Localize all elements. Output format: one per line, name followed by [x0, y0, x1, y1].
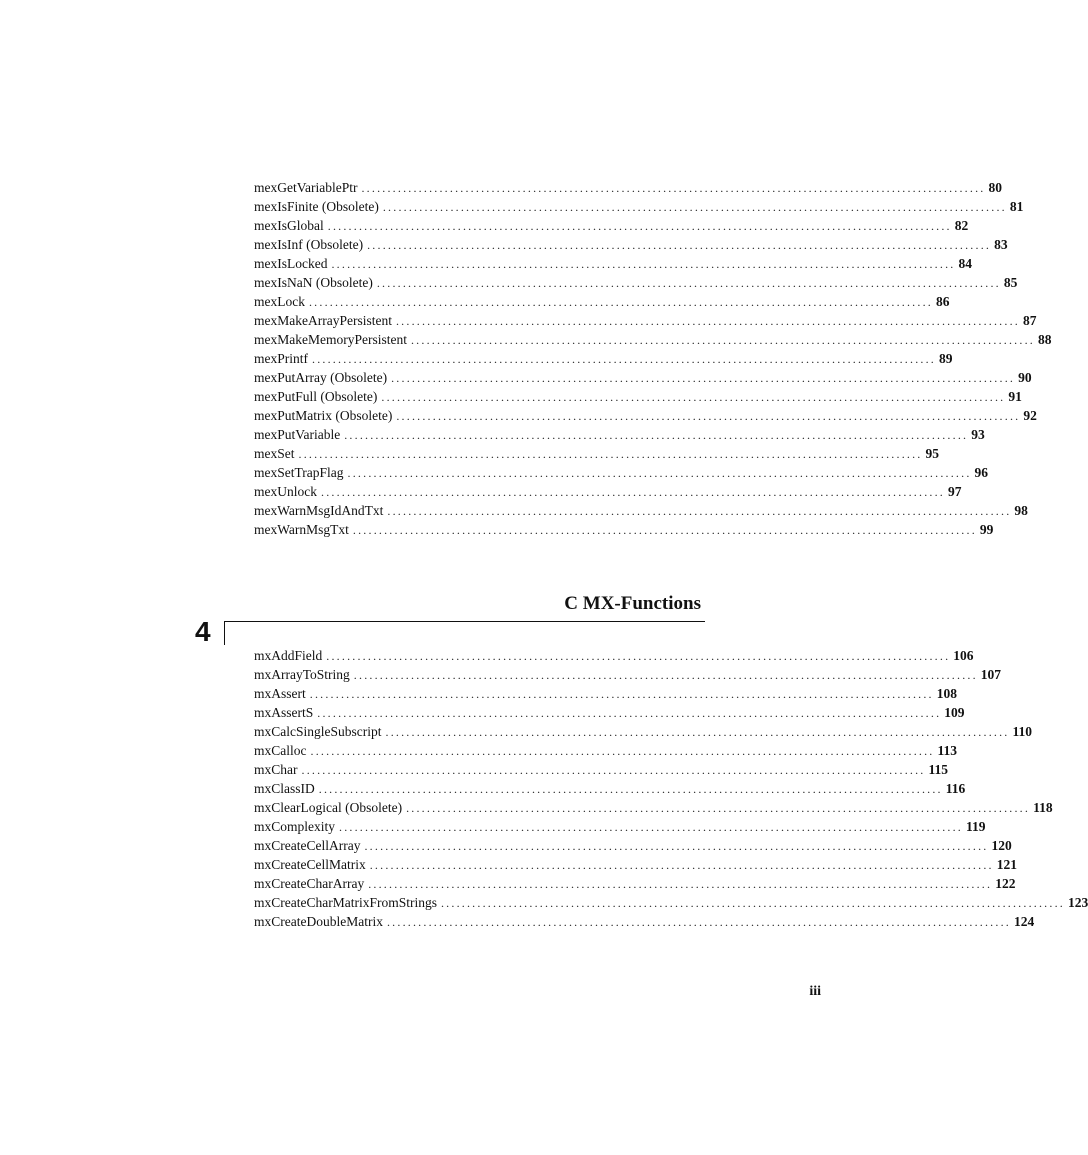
dot-leader: ........................................................................................................................: [344, 428, 969, 442]
toc-entry[interactable]: [254, 684, 957, 703]
toc-entry-title: mxArrayToString: [254, 667, 350, 682]
dot-leader: ........................................................................................................................: [339, 820, 963, 834]
toc-entry-title: mxCreateCharMatrixFromStrings: [254, 895, 437, 910]
toc-entry-page: 92: [1023, 408, 1037, 423]
dot-leader: ........................................................................................................................: [318, 782, 943, 796]
toc-entry[interactable]: [254, 520, 994, 539]
chapter-number: 4: [195, 616, 211, 647]
toc-entry[interactable]: [254, 273, 1018, 292]
toc-entry[interactable]: [254, 646, 974, 665]
toc-entry-title: mexSet: [254, 446, 295, 461]
toc-entry[interactable]: [254, 703, 965, 722]
dot-leader: ........................................................................................................................: [385, 725, 1010, 739]
toc-entry[interactable]: [254, 722, 1033, 741]
toc-entry-title: mxCalloc: [254, 743, 307, 758]
toc-entry[interactable]: [254, 482, 962, 501]
toc-entry-title: mexIsFinite (Obsolete): [254, 199, 379, 214]
toc-entry-page: 115: [928, 762, 949, 777]
toc-entry-title: mxComplexity: [254, 819, 335, 834]
toc-entry-title: mexIsInf (Obsolete): [254, 237, 364, 252]
dot-leader: ........................................................................................................................: [353, 668, 978, 682]
toc-entry[interactable]: [254, 779, 966, 798]
toc-entry[interactable]: [254, 760, 949, 779]
chapter-rule: [224, 621, 705, 622]
dot-leader: ........................................................................................................................: [326, 649, 951, 663]
toc-entry[interactable]: [254, 425, 985, 444]
toc-entry[interactable]: [254, 349, 953, 368]
dot-leader: ........................................................................................................................: [364, 839, 989, 853]
toc-entry[interactable]: [254, 874, 1016, 893]
toc-entry-title: mexIsLocked: [254, 256, 328, 271]
toc-entry-page: 83: [994, 237, 1008, 252]
toc-entry[interactable]: [254, 197, 1024, 216]
dot-leader: ........................................................................................................................: [352, 523, 977, 537]
dot-leader: ........................................................................................................................: [347, 466, 972, 480]
toc-entry[interactable]: [254, 463, 989, 482]
dot-leader: ........................................................................................................................: [369, 858, 994, 872]
toc-entry-page: 110: [1012, 724, 1033, 739]
toc-entry-page: 80: [988, 180, 1002, 195]
toc-entry[interactable]: [254, 292, 950, 311]
toc-entry-page: 87: [1022, 313, 1037, 328]
toc-entry[interactable]: [254, 798, 1053, 817]
toc-entry[interactable]: [254, 855, 1017, 874]
toc-entry-title: mexLock: [254, 294, 305, 309]
toc-entry-page: 121: [996, 857, 1017, 872]
toc-entry-page: 91: [1008, 389, 1022, 404]
dot-leader: ........................................................................................................................: [298, 447, 923, 461]
dot-leader: ........................................................................................................................: [395, 314, 1020, 328]
toc-entry[interactable]: [254, 235, 1008, 254]
dot-leader: ........................................................................................................................: [327, 219, 952, 233]
toc-entry[interactable]: [254, 741, 958, 760]
toc-list-mex-functions: [254, 178, 1052, 539]
toc-entry-page: 81: [1009, 199, 1024, 214]
toc-entry[interactable]: [254, 665, 1002, 684]
toc-entry-title: mxClearLogical (Obsolete): [254, 800, 403, 815]
dot-leader: ........................................................................................................................: [376, 276, 1001, 290]
dot-leader: ........................................................................................................................: [381, 390, 1006, 404]
dot-leader: ........................................................................................................................: [321, 485, 945, 499]
chapter-title: C MX-Functions: [564, 593, 701, 614]
chapter-vertical-rule: [224, 621, 225, 645]
dot-leader: ........................................................................................................................: [406, 801, 1031, 815]
toc-entry-page: 93: [971, 427, 985, 442]
dot-leader: ........................................................................................................................: [361, 181, 986, 195]
toc-entry-page: 119: [966, 819, 986, 834]
toc-entry-page: 96: [974, 465, 989, 480]
toc-entry[interactable]: [254, 311, 1037, 330]
dot-leader: ........................................................................................................................: [382, 200, 1007, 214]
toc-entry-title: mxClassID: [254, 781, 315, 796]
toc-entry[interactable]: [254, 330, 1052, 349]
toc-entry-title: mexPutMatrix (Obsolete): [254, 408, 393, 423]
dot-leader: ........................................................................................................................: [387, 504, 1012, 518]
toc-entry-title: mexGetVariablePtr: [254, 180, 358, 195]
dot-leader: ........................................................................................................................: [331, 257, 956, 271]
toc-entry[interactable]: [254, 444, 939, 463]
toc-entry-page: 88: [1037, 332, 1052, 347]
toc-entry[interactable]: [254, 387, 1022, 406]
toc-entry-page: 116: [945, 781, 966, 796]
toc-entry-title: mexMakeMemoryPersistent: [254, 332, 407, 347]
toc-entry[interactable]: [254, 406, 1037, 425]
toc-entry-page: 98: [1014, 503, 1028, 518]
dot-leader: ........................................................................................................................: [310, 744, 935, 758]
toc-entry[interactable]: [254, 178, 1002, 197]
toc-list-mx-functions: [254, 646, 1088, 931]
toc-entry-page: 97: [948, 484, 962, 499]
toc-entry-title: mexWarnMsgTxt: [254, 522, 349, 537]
toc-entry[interactable]: [254, 501, 1028, 520]
dot-leader: ........................................................................................................................: [309, 687, 934, 701]
toc-entry-title: mxChar: [254, 762, 298, 777]
toc-entry-page: 85: [1003, 275, 1018, 290]
toc-entry-page: 84: [958, 256, 972, 271]
toc-entry-title: mxAssert: [254, 686, 306, 701]
toc-entry-title: mexPutFull (Obsolete): [254, 389, 378, 404]
toc-entry-page: 99: [979, 522, 994, 537]
toc-entry-page: 89: [939, 351, 953, 366]
dot-leader: ........................................................................................................................: [301, 763, 926, 777]
dot-leader: ........................................................................................................................: [386, 915, 1011, 929]
dot-leader: ........................................................................................................................: [440, 896, 1065, 910]
toc-entry-title: mexWarnMsgIdAndTxt: [254, 503, 384, 518]
toc-entry-page: 113: [937, 743, 958, 758]
toc-entry-page: 118: [1033, 800, 1053, 815]
toc-entry[interactable]: [254, 216, 969, 235]
toc-entry-page: 120: [991, 838, 1012, 853]
toc-entry-title: mexPutVariable: [254, 427, 341, 442]
toc-entry-title: mxCreateCellArray: [254, 838, 361, 853]
page-number: iii: [809, 984, 821, 999]
toc-entry[interactable]: [254, 254, 972, 273]
toc-entry-title: mxAddField: [254, 648, 323, 663]
toc-entry[interactable]: [254, 368, 1032, 387]
dot-leader: ........................................................................................................................: [410, 333, 1035, 347]
toc-entry-title: mexIsNaN (Obsolete): [254, 275, 373, 290]
toc-entry-page: 107: [980, 667, 1002, 682]
toc-entry[interactable]: [254, 817, 986, 836]
toc-entry-title: mexPrintf: [254, 351, 308, 366]
toc-entry-page: 90: [1018, 370, 1032, 385]
dot-leader: ........................................................................................................................: [317, 706, 942, 720]
toc-entry-title: mexIsGlobal: [254, 218, 324, 233]
toc-entry-page: 109: [944, 705, 965, 720]
toc-entry-title: mxCalcSingleSubscript: [254, 724, 382, 739]
toc-entry-page: 108: [936, 686, 957, 701]
toc-entry[interactable]: [254, 836, 1012, 855]
toc-entry-title: mxAssertS: [254, 705, 314, 720]
toc-entry-page: 106: [953, 648, 974, 663]
toc-entry-title: mxCreateCellMatrix: [254, 857, 366, 872]
toc-entry-page: 86: [935, 294, 950, 309]
dot-leader: ........................................................................................................................: [368, 877, 993, 891]
toc-entry-page: 124: [1013, 914, 1035, 929]
dot-leader: ........................................................................................................................: [312, 352, 936, 366]
toc-entry[interactable]: [254, 912, 1035, 931]
toc-entry-title: mxCreateDoubleMatrix: [254, 914, 383, 929]
toc-entry-page: 123: [1067, 895, 1088, 910]
dot-leader: ........................................................................................................................: [391, 371, 1016, 385]
toc-entry-title: mexPutArray (Obsolete): [254, 370, 388, 385]
dot-leader: ........................................................................................................................: [396, 409, 1021, 423]
toc-entry[interactable]: [254, 893, 1088, 912]
toc-entry-title: mexMakeArrayPersistent: [254, 313, 392, 328]
toc-entry-title: mexSetTrapFlag: [254, 465, 344, 480]
toc-entry-title: mexUnlock: [254, 484, 317, 499]
dot-leader: ........................................................................................................................: [367, 238, 992, 252]
toc-entry-page: 82: [954, 218, 969, 233]
toc-entry-page: 95: [925, 446, 939, 461]
dot-leader: ........................................................................................................................: [308, 295, 933, 309]
toc-entry-title: mxCreateCharArray: [254, 876, 365, 891]
toc-entry-page: 122: [995, 876, 1016, 891]
